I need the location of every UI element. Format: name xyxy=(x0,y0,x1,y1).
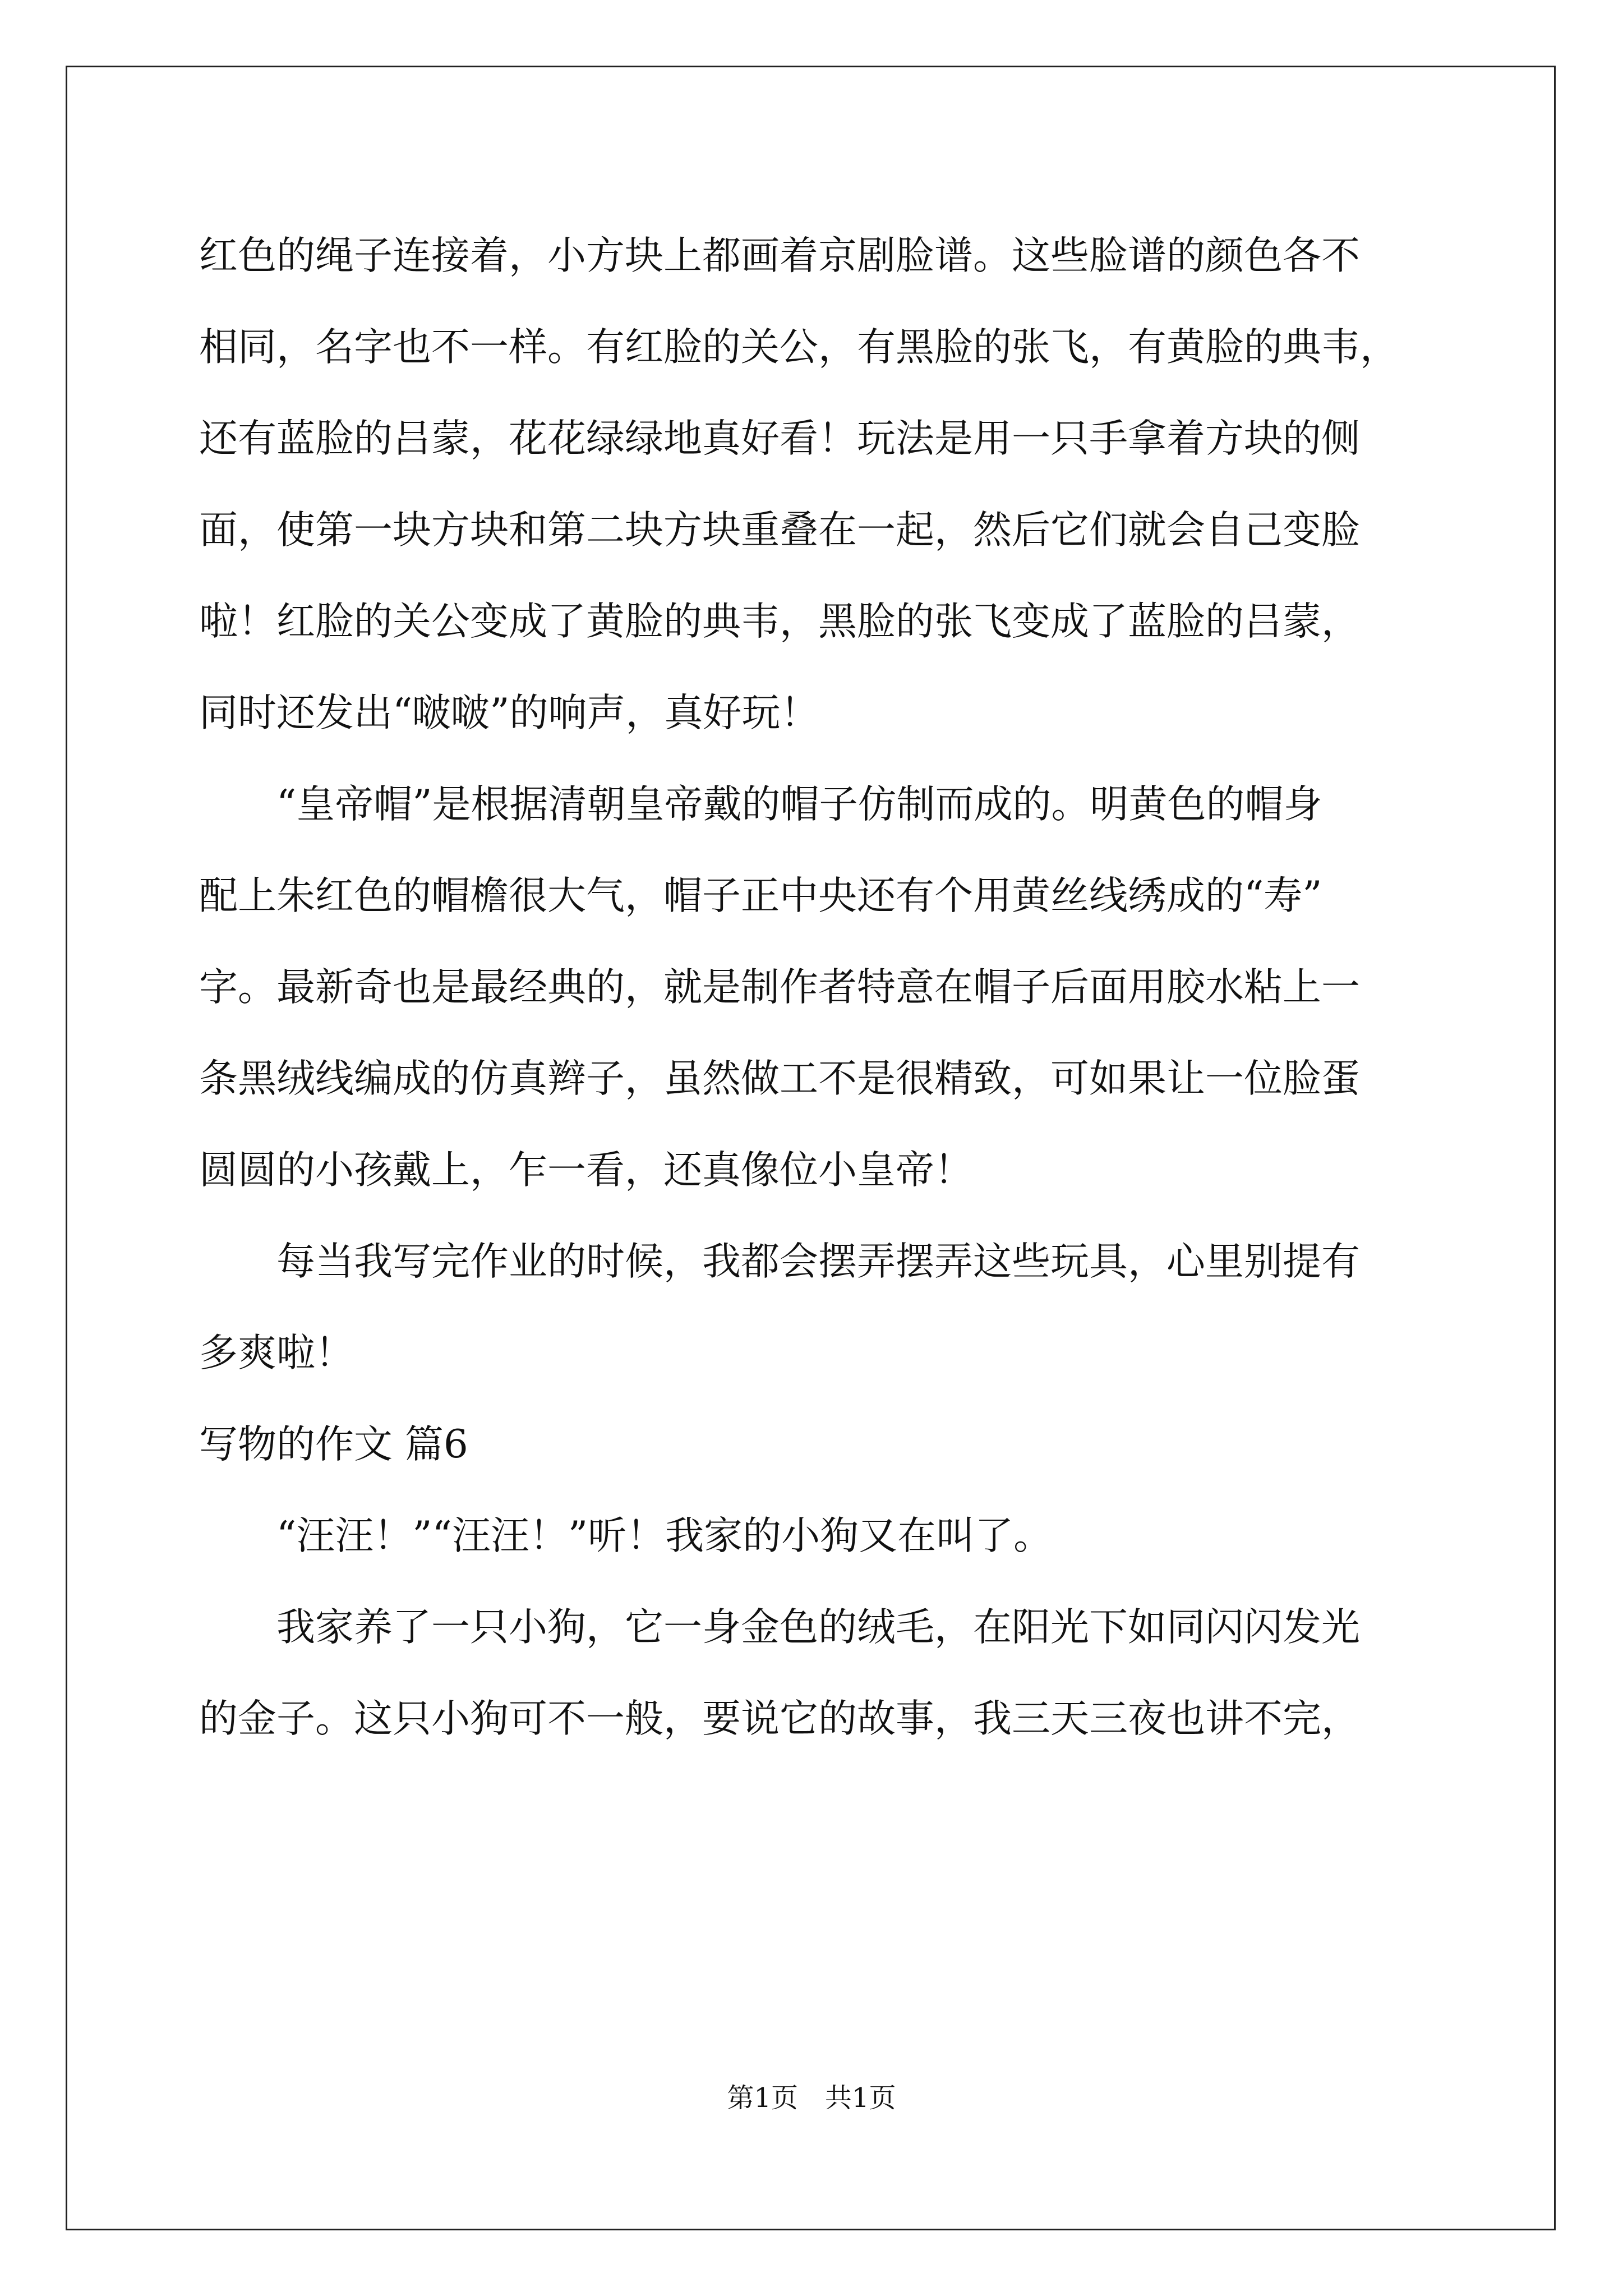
text-line: 还有蓝脸的吕蒙，花花绿绿地真好看！玩法是用一只手拿着方块的侧 xyxy=(199,416,1360,461)
text-line: 啦！红脸的关公变成了黄脸的典韦，黑脸的张飞变成了蓝脸的吕蒙， xyxy=(199,599,1360,644)
text-line: 条黑绒线编成的仿真辫子，虽然做工不是很精致，可如果让一位脸蛋 xyxy=(199,1056,1360,1101)
text-line: 红色的绳子连接着，小方块上都画着京剧脸谱。这些脸谱的颜色各不 xyxy=(199,233,1360,278)
text-line: 配上朱红色的帽檐很大气，帽子正中央还有个用黄丝线绣成的“寿” xyxy=(199,873,1322,918)
text-line: 字。最新奇也是最经典的，就是制作者特意在帽子后面用胶水粘上一 xyxy=(199,965,1360,1010)
section-heading: 写物的作文 篇6 xyxy=(199,1422,468,1467)
text-line: 圆圆的小孩戴上，乍一看，还真像位小皇帝！ xyxy=(199,1148,973,1193)
text-line: 面，使第一块方块和第二块方块重叠在一起，然后它们就会自己变脸 xyxy=(199,508,1360,553)
paragraph-start-line: 我家养了一只小狗，它一身金色的绒毛，在阳光下如同闪闪发光 xyxy=(276,1605,1360,1650)
paragraph-start-line: 每当我写完作业的时候，我都会摆弄摆弄这些玩具，心里别提有 xyxy=(276,1239,1360,1284)
page-number-label: 第1页 共1页 xyxy=(727,2082,896,2114)
text-line: 相同，名字也不一样。有红脸的关公，有黑脸的张飞，有黄脸的典韦， xyxy=(199,325,1399,370)
document-body xyxy=(199,210,1433,1765)
text-line: 的金子。这只小狗可不一般，要说它的故事，我三天三夜也讲不完， xyxy=(199,1696,1360,1741)
text-line: 多爽啦！ xyxy=(199,1331,354,1375)
text-line: 同时还发出“啵啵”的响声，真好玩！ xyxy=(199,691,819,735)
paragraph-start-line: “汪汪！”“汪汪！”听！我家的小狗又在叫了。 xyxy=(276,1513,1053,1558)
paragraph-start-line: “皇帝帽”是根据清朝皇帝戴的帽子仿制而成的。明黄色的帽身 xyxy=(276,782,1322,827)
page-footer xyxy=(0,2081,1623,2115)
